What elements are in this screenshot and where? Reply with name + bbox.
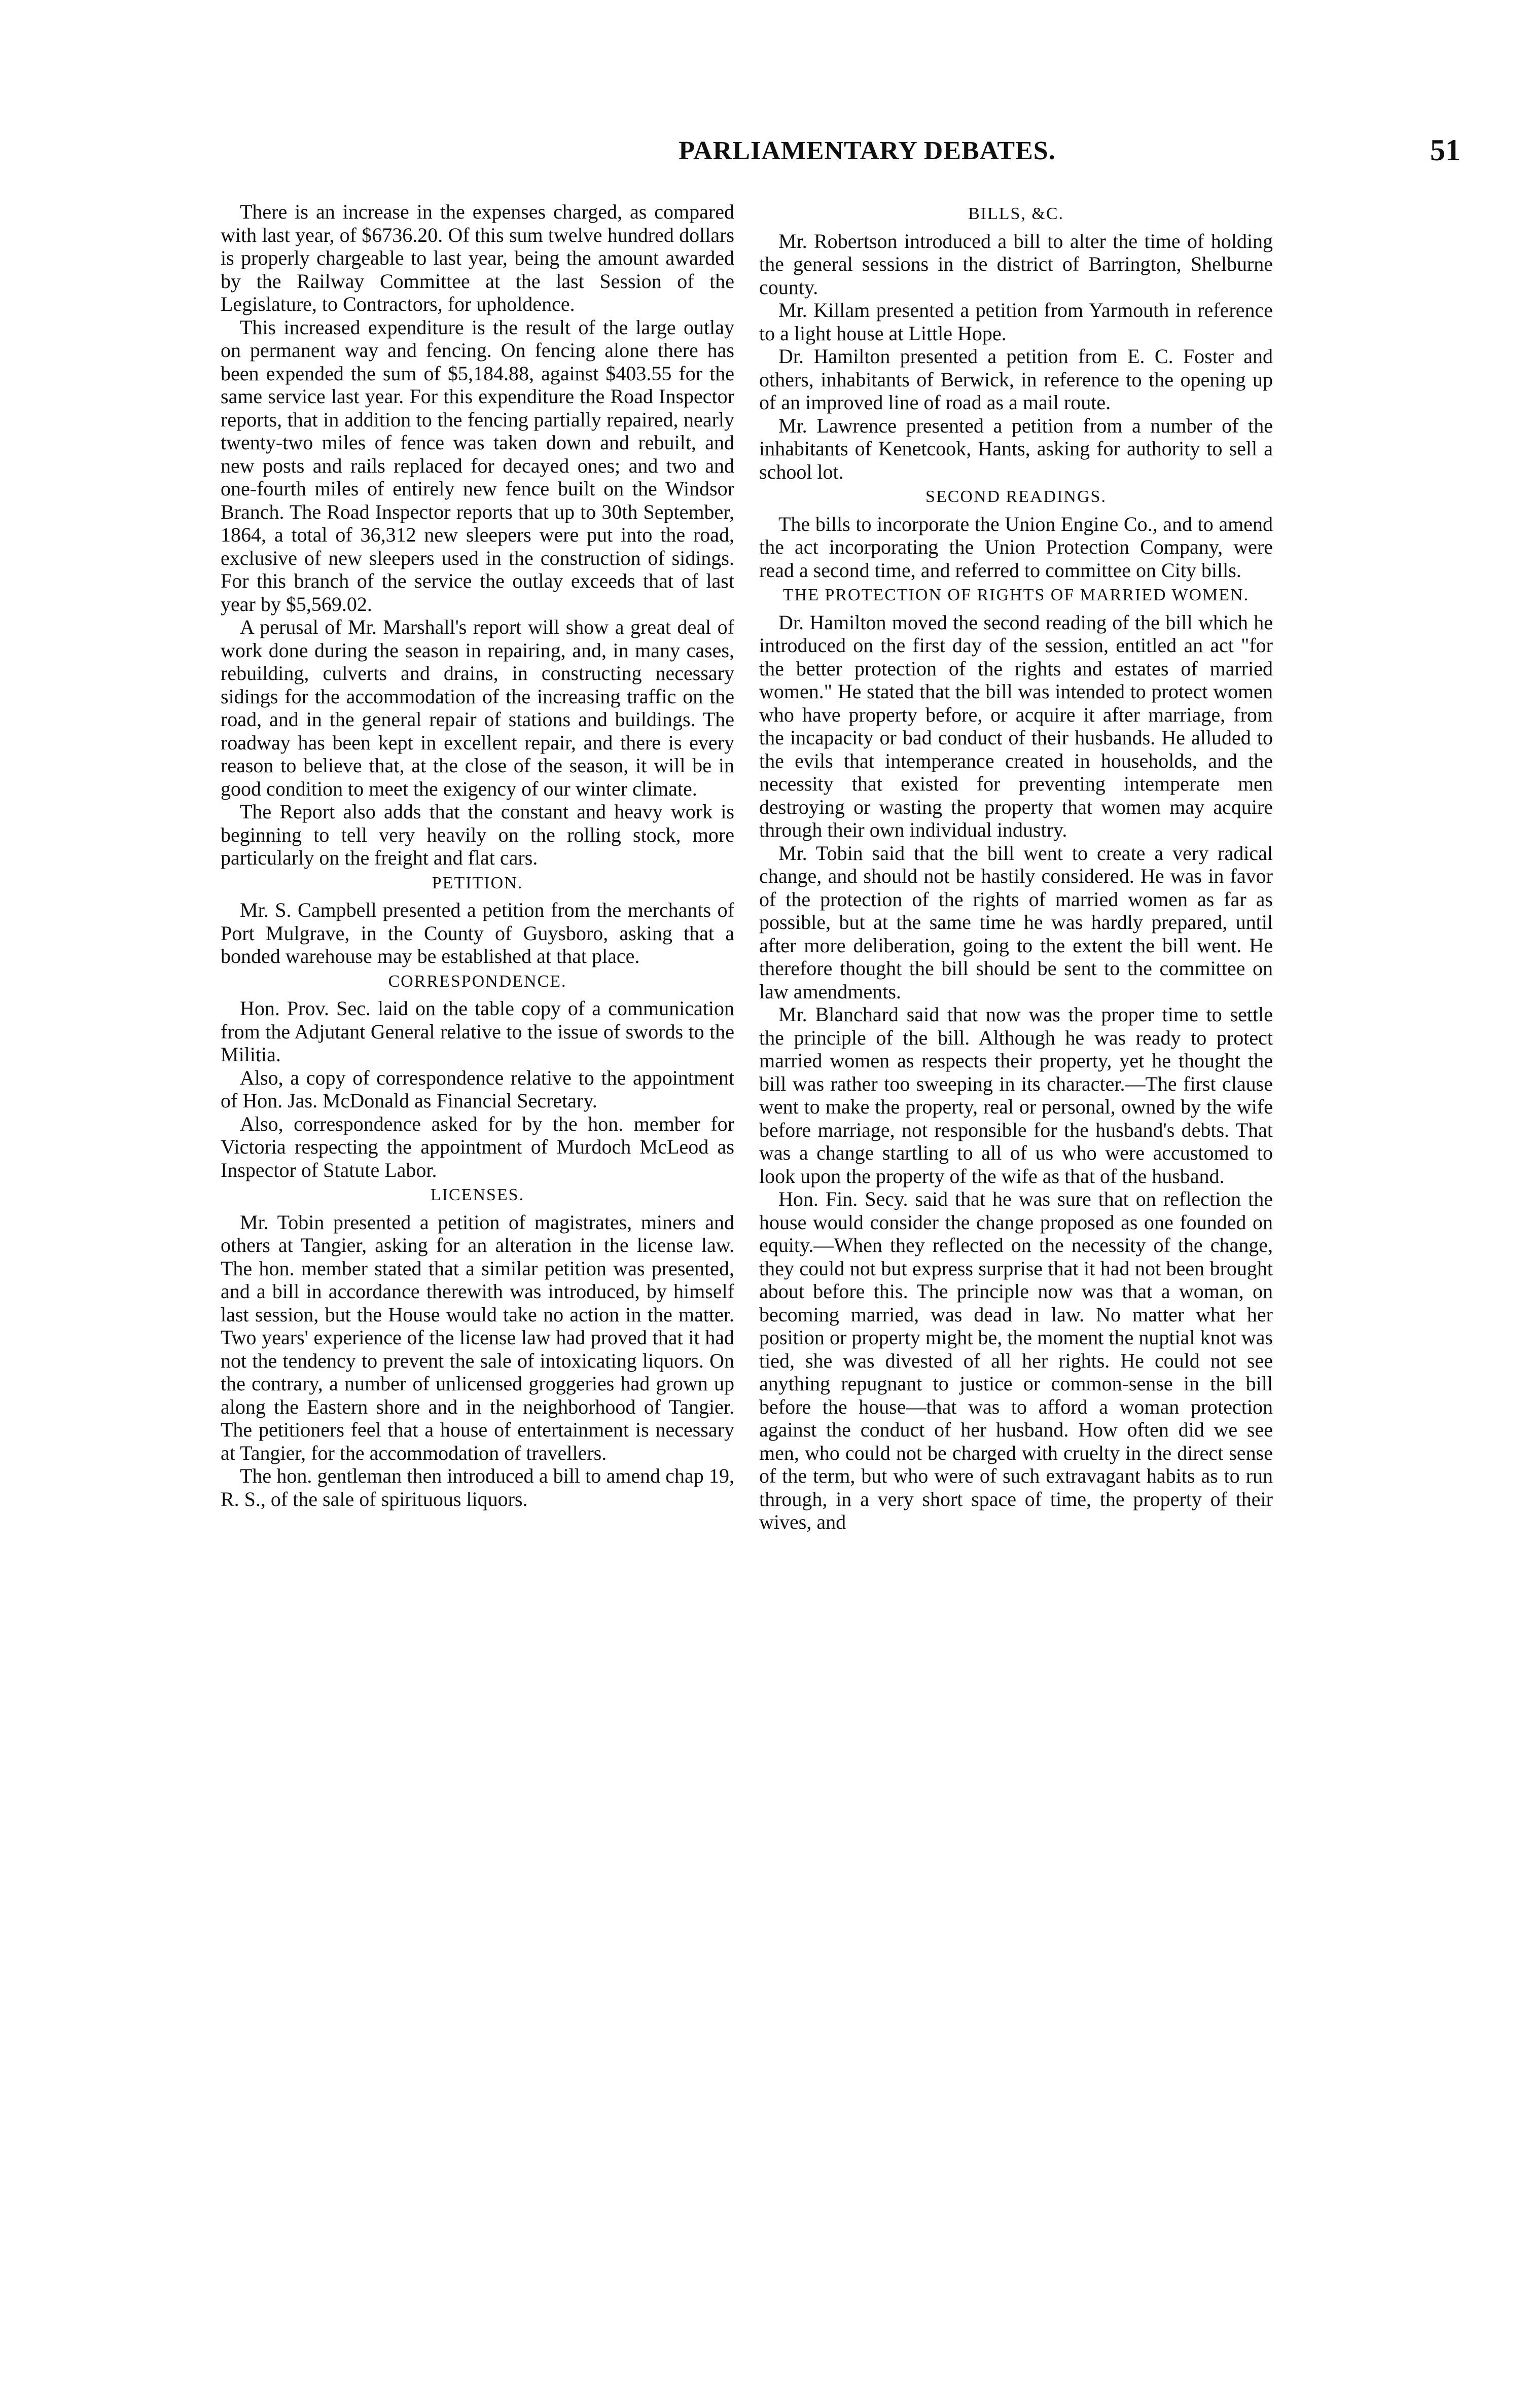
paragraph: Dr. Hamilton presented a petition from E. C. Foster and others, inhabitants of Berwick, in reference to the opening up of an improved line of road as a mail route. [759,345,1273,414]
paragraph: Mr. Tobin said that the bill went to create a very radical change, and should not be hastily considered. He was in favor of the protection of the rights of married women as far as possible, but at the same time he was hardly prepared, until after more deliberation, going to the extent the bill went. He therefore thought the bill should be sent to the committee on law amendments. [759,841,1273,1003]
paragraph: There is an increase in the expenses charged, as compared with last year, of $6736.20. Of this sum twelve hundred dollars is properly chargeable to last year, being the amount awarded by the Railway Committee at the last Session of the Legislature, to Contractors, for upholdence. [221,200,734,315]
paragraph: Dr. Hamilton moved the second reading of the bill which he introduced on the first day of the session, entitled an act "for the better protection of the rights and estates of married women." He stated that the bill was intended to protect women who have property before, or acquire it after marriage, from the incapacity or bad conduct of their husbands. He alluded to the evils that intemperance created in households, and the necessity that existed for preventing intemperate men destroying or wasting the property that women may acquire through their own individual industry. [759,610,1273,841]
paragraph: Hon. Fin. Secy. said that he was sure that on reflection the house would consider the change proposed as one founded on equity.—When they reflected on the necessity of the change, they could not but express surprise that it had not been brought about before this. The principle now was that a woman, on becoming married, was dead in law. No matter what her position or property might be, the moment the nuptial knot was tied, she was divested of all her rights. He could not see anything repugnant to justice or common-sense in the bill before the house—that was to afford a woman protection against the conduct of her husband. How often did we see men, who could not be charged with cruelty in the direct sense of the term, but who were of such extravagant habits as to run through, in a very short space of time, the property of their wives, and [759,1188,1273,1533]
paragraph: The bills to incorporate the Union Engine Co., and to amend the act incorporating the Union Protection Company, were read a second time, and referred to committee on City bills. [759,512,1273,582]
section-heading-petition: PETITION. [432,873,523,892]
section-heading-licenses: LICENSES. [430,1185,525,1204]
paragraph: Also, correspondence asked for by the hon. member for Victoria respecting the appointment of Murdoch McLeod as Inspector of Statute Labor. [221,1112,734,1181]
section-heading-married-women: THE PROTECTION OF RIGHTS OF MARRIED WOMEN. [782,586,1250,604]
page-title: PARLIAMENTARY DEBATES. [679,136,1056,165]
page-number: 51 [1430,133,1460,167]
section-heading-second-readings: SECOND READINGS. [925,487,1107,506]
paragraph: Mr. Killam presented a petition from Yarmouth in reference to a light house at Little Hope. [759,299,1273,345]
section-heading-correspondence: CORRESPONDENCE. [388,972,567,991]
paragraph: The Report also adds that the constant and heavy work is beginning to tell very heavily on the rolling stock, more particularly on the freight and flat cars. [221,800,734,869]
paragraph: Mr. Robertson introduced a bill to alter the time of holding the general sessions in the district of Barrington, Shelburne county. [759,229,1273,299]
left-column [221,200,734,1511]
section-heading-bills: BILLS, &C. [968,204,1064,223]
paragraph: Mr. Lawrence presented a petition from a number of the inhabitants of Kenetcook, Hants, asking for authority to sell a school lot. [759,414,1273,483]
paragraph: Mr. Blanchard said that now was the proper time to settle the principle of the bill. Although he was ready to protect married women as respects their property, yet he thought the bill was rather too sweeping in its character.—The first clause went to make the property, real or personal, owned by the wife before marriage, not responsible for the husband's debts. That was a change startling to all of us who were accustomed to look upon the property of the wife as that of the husband. [759,1003,1273,1188]
right-column [759,200,1273,1534]
paragraph: Also, a copy of correspondence relative to the appointment of Hon. Jas. McDonald as Financial Secretary. [221,1066,734,1112]
paragraph: Mr. S. Campbell presented a petition from the merchants of Port Mulgrave, in the County of Guysboro, asking that a bonded warehouse may be established at that place. [221,898,734,967]
paragraph: This increased expenditure is the result of the large outlay on permanent way and fencing. On fencing alone there has been expended the sum of $5,184.88, against $403.55 for the same service last year. For this expenditure the Road Inspector reports, that in addition to the fencing partially repaired, nearly twenty-two miles of fence was taken down and rebuilt, and new posts and rails replaced for decayed ones; and two and one-fourth miles of entirely new fence built on the Windsor Branch. The Road Inspector reports that up to 30th September, 1864, a total of 36,312 new sleepers were put into the road, exclusive of new sleepers used in the construction of sidings. For this branch of the service the outlay exceeds that of last year by $5,569.02. [221,315,734,616]
paragraph: A perusal of Mr. Marshall's report will show a great deal of work done during the season in repairing, and, in many cases, rebuilding, culverts and drains, in constructing necessary sidings for the accommodation of the increasing traffic on the road, and in the general repair of stations and buildings. The roadway has been kept in excellent repair, and there is every reason to believe that, at the close of the season, it will be in good condition to meet the exigency of our winter climate. [221,616,734,800]
paragraph: Hon. Prov. Sec. laid on the table copy of a communication from the Adjutant General relative to the issue of swords to the Militia. [221,997,734,1066]
paragraph: Mr. Tobin presented a petition of magistrates, miners and others at Tangier, asking for an alteration in the license law. The hon. member stated that a similar petition was presented, and a bill in accordance therewith was introduced, by himself last session, but the House would take no action in the matter. Two years' experience of the license law had proved that it had not the tendency to prevent the sale of intoxicating liquors. On the contrary, a number of unlicensed groggeries had grown up along the Eastern shore and in the neighborhood of Tangier. The petitioners feel that a house of entertainment is necessary at Tangier, for the accommodation of travellers. [221,1210,734,1464]
paragraph: The hon. gentleman then introduced a bill to amend chap 19, R. S., of the sale of spirituous liquors. [221,1464,734,1511]
